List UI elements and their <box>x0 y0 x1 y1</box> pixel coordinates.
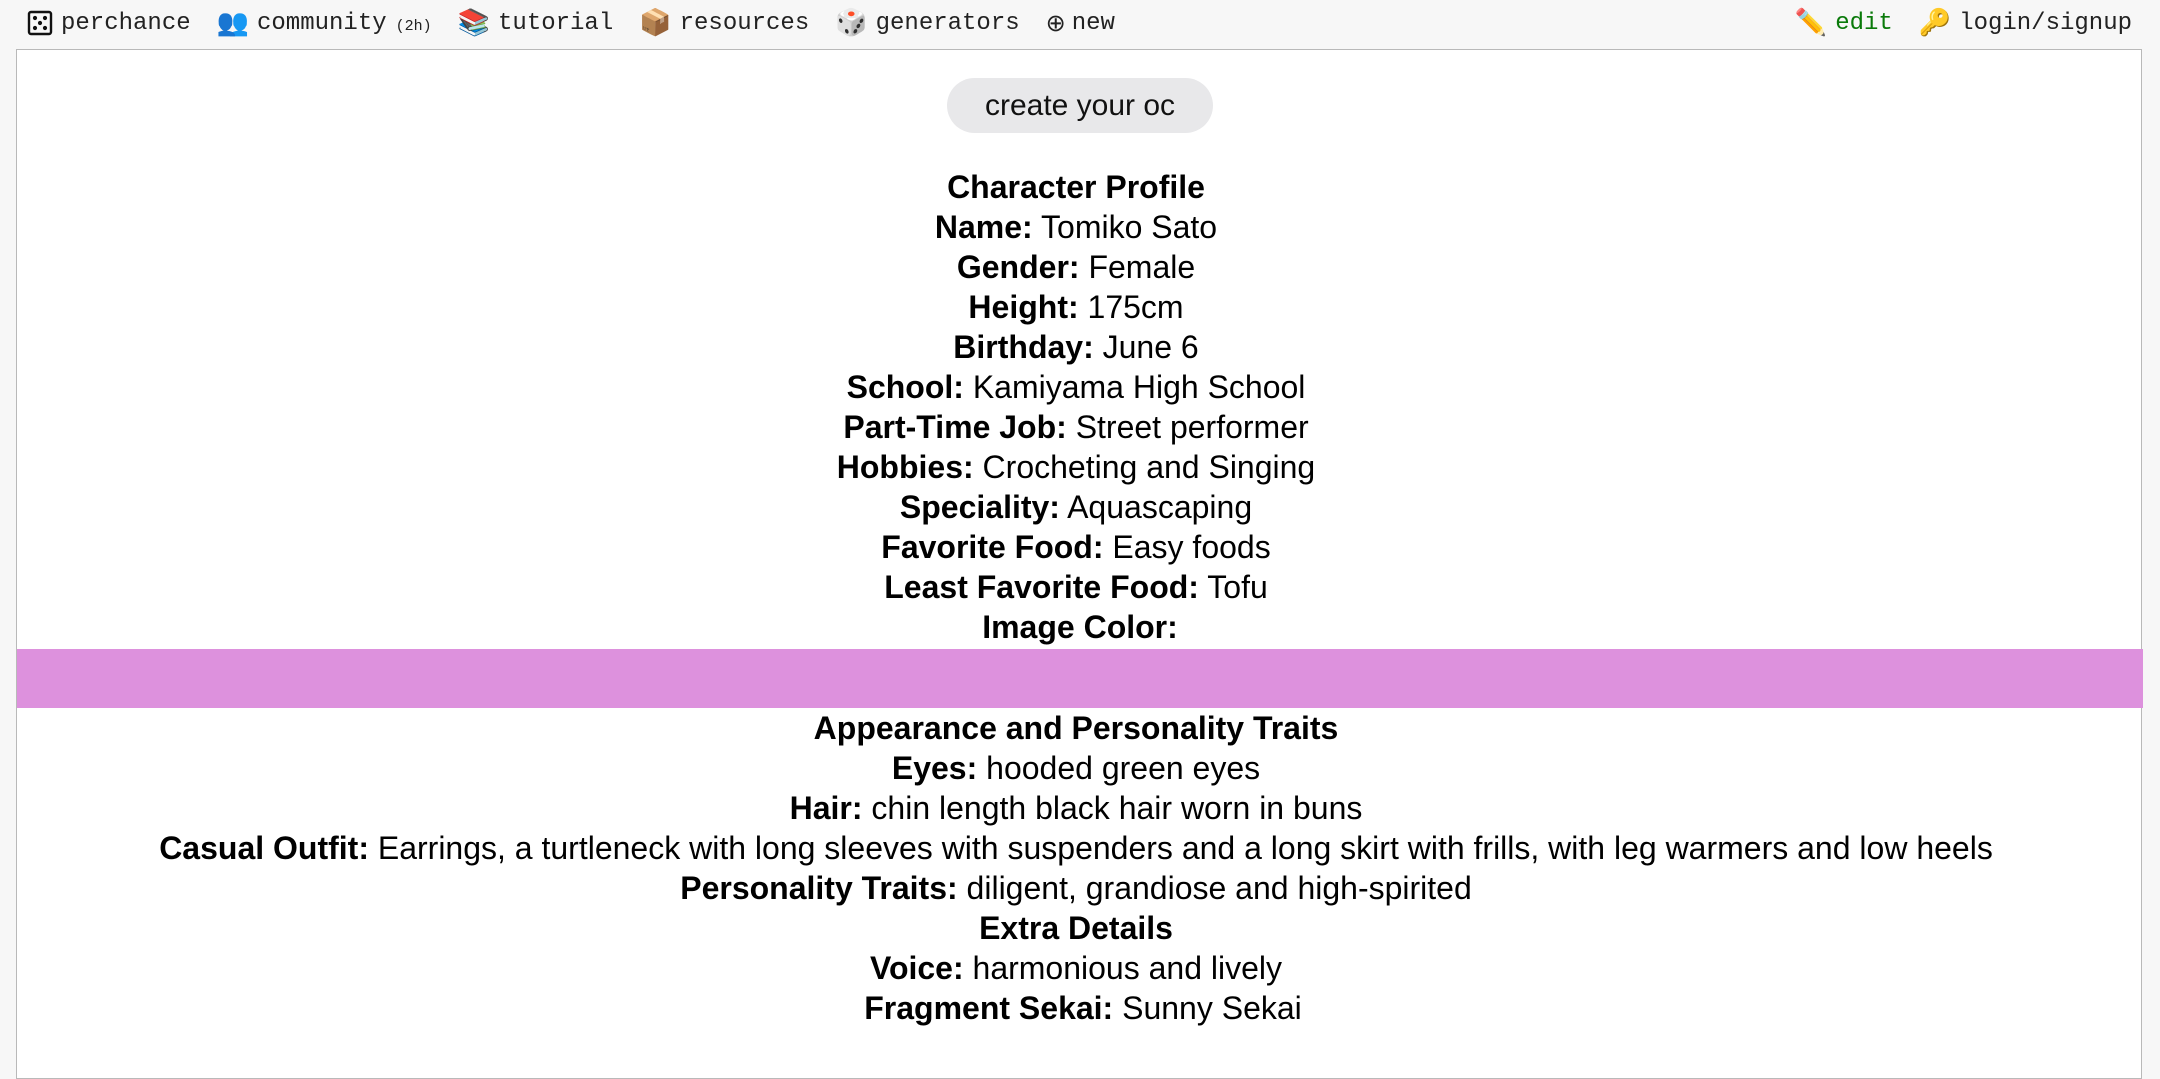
profile-heading-text: Character Profile <box>947 169 1205 205</box>
game-die-icon: 🎲 <box>835 8 868 38</box>
nav-community-link[interactable] <box>217 6 432 40</box>
character-profile <box>17 167 2143 1028</box>
job-label: Part-Time Job: <box>843 409 1067 445</box>
school-row <box>9 367 2143 407</box>
eyes-value: hooded green eyes <box>986 750 1261 786</box>
nav-login-label: login/signup <box>1959 9 2132 37</box>
circled-plus-icon: ⊕ <box>1045 9 1066 37</box>
name-label: Name: <box>934 209 1033 245</box>
nav-tutorial-label: tutorial <box>498 9 614 37</box>
eyes-label: Eyes: <box>891 750 978 786</box>
dice-icon <box>27 10 53 36</box>
hair-row <box>9 788 2143 828</box>
nav-edit-link[interactable] <box>1795 6 1893 40</box>
pencil-icon: ✏️ <box>1794 8 1828 38</box>
outfit-value: Earrings, a turtleneck with long sleeves with suspenders and a long skirt with frills, with leg warmers and low heels <box>377 830 1993 866</box>
nav-generators-link[interactable] <box>835 6 1019 40</box>
image-color-label: Image Color: <box>982 609 1178 645</box>
height-label: Height: <box>968 289 1079 325</box>
job-value: Street performer <box>1075 409 1309 445</box>
sekai-value: Sunny Sekai <box>1122 990 1302 1026</box>
package-icon: 📦 <box>639 8 672 38</box>
voice-row <box>9 948 2143 988</box>
speciality-row <box>9 487 2143 527</box>
hobbies-label: Hobbies: <box>836 449 974 485</box>
image-color-row <box>17 607 2143 647</box>
favorite-food-row <box>9 527 2143 567</box>
eyes-row <box>9 748 2143 788</box>
name-value: Tomiko Sato <box>1041 209 1218 245</box>
nav-edit-label: edit <box>1835 9 1893 37</box>
gender-label: Gender: <box>956 249 1080 285</box>
favorite-food-value: Easy foods <box>1112 529 1271 565</box>
sekai-row <box>23 988 2143 1028</box>
hair-value: chin length black hair worn in buns <box>871 790 1363 826</box>
nav-community-label: community <box>257 9 387 37</box>
speciality-label: Speciality: <box>899 489 1060 525</box>
nav-left-group <box>27 6 1141 40</box>
birthday-value: June 6 <box>1102 329 1199 365</box>
hair-label: Hair: <box>789 790 863 826</box>
appearance-heading <box>9 708 2143 748</box>
speciality-value: Aquascaping <box>1067 489 1253 525</box>
outfit-label: Casual Outfit: <box>159 830 369 866</box>
job-row <box>9 407 2143 447</box>
least-favorite-food-label: Least Favorite Food: <box>884 569 1199 605</box>
hobbies-row <box>9 447 2143 487</box>
voice-label: Voice: <box>869 950 964 986</box>
hobbies-value: Crocheting and Singing <box>982 449 1316 485</box>
gender-row <box>9 247 2143 287</box>
extra-heading <box>9 908 2143 948</box>
least-favorite-food-value: Tofu <box>1207 569 1268 605</box>
favorite-food-label: Favorite Food: <box>881 529 1104 565</box>
nav-login-link[interactable] <box>1919 6 2132 40</box>
birthday-row <box>9 327 2143 367</box>
outfit-row <box>9 828 2143 868</box>
nav-perchance-link[interactable] <box>27 6 191 40</box>
traits-row <box>9 868 2143 908</box>
nav-generators-label: generators <box>875 9 1020 37</box>
sekai-label: Fragment Sekai: <box>864 990 1114 1026</box>
name-row <box>9 207 2143 247</box>
generator-output-frame <box>16 49 2142 1079</box>
create-oc-button[interactable]: create your oc <box>947 78 1213 133</box>
people-icon: 👥 <box>216 8 249 38</box>
key-icon: 🔑 <box>1918 8 1952 38</box>
school-value: Kamiyama High School <box>972 369 1306 405</box>
nav-tutorial-link[interactable] <box>458 6 614 40</box>
image-color-swatch <box>17 649 2143 708</box>
appearance-heading-text: Appearance and Personality Traits <box>813 710 1339 746</box>
school-label: School: <box>846 369 964 405</box>
gender-value: Female <box>1088 249 1196 285</box>
top-nav-bar <box>0 0 2160 48</box>
traits-label: Personality Traits: <box>680 870 958 906</box>
nav-new-label: new <box>1071 9 1115 37</box>
nav-perchance-label: perchance <box>61 9 191 37</box>
nav-resources-label: resources <box>679 9 810 37</box>
nav-community-time: (2h) <box>395 17 432 35</box>
height-row <box>9 287 2143 327</box>
nav-resources-link[interactable] <box>639 6 809 40</box>
height-value: 175cm <box>1087 289 1184 325</box>
nav-right-group <box>1795 6 2132 40</box>
traits-value: diligent, grandiose and high-spirited <box>966 870 1472 906</box>
books-icon: 📚 <box>457 8 491 38</box>
birthday-label: Birthday: <box>953 329 1094 365</box>
extra-heading-text: Extra Details <box>979 910 1173 946</box>
voice-value: harmonious and lively <box>972 950 1283 986</box>
nav-new-link[interactable] <box>1046 6 1115 40</box>
least-favorite-food-row <box>9 567 2143 607</box>
profile-heading <box>9 167 2143 207</box>
